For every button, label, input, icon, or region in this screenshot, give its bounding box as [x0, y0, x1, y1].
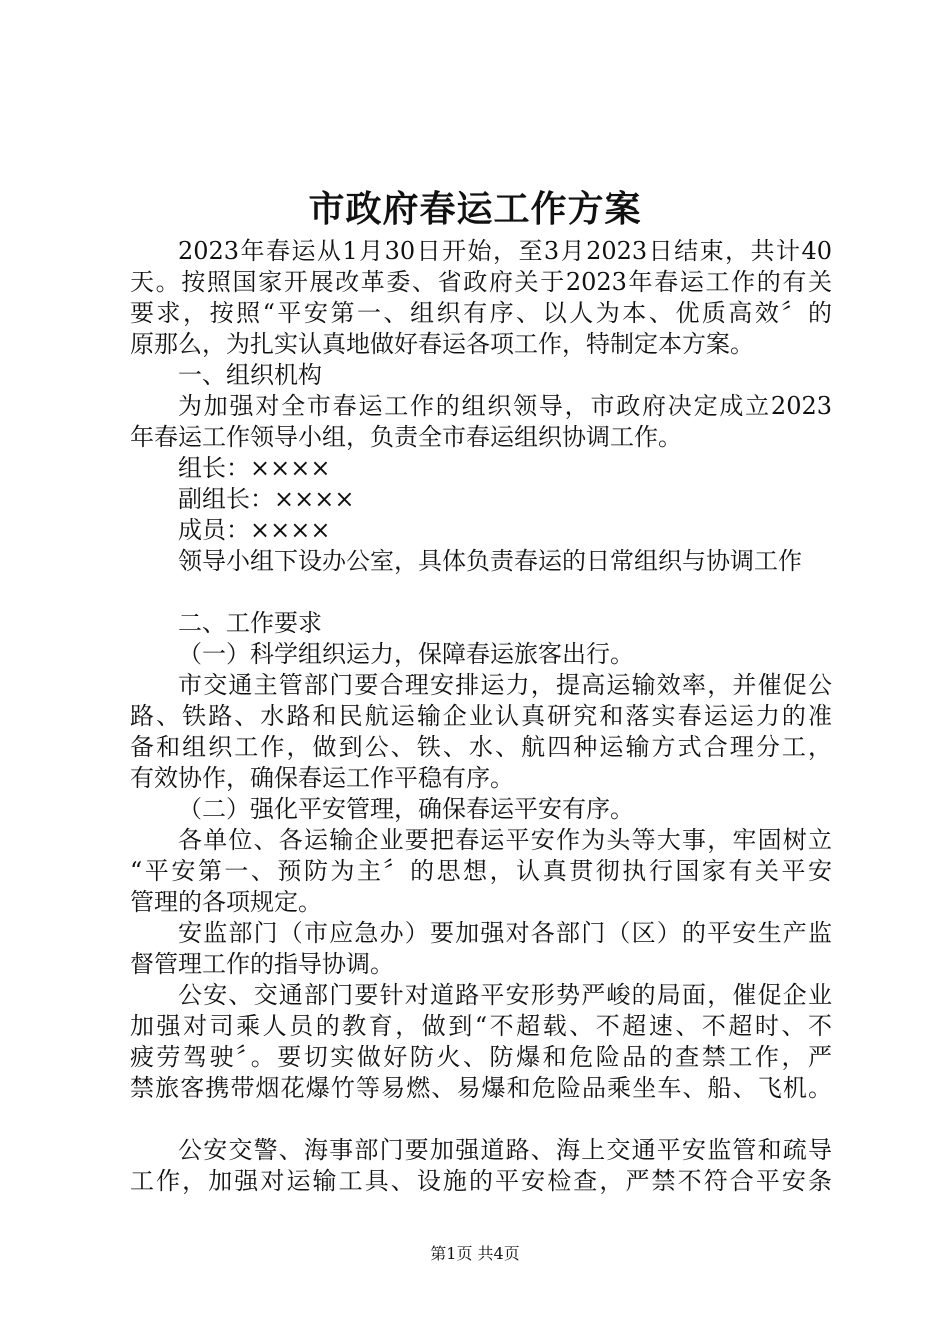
paragraph-line: 备和组织工作，做到公、铁、水、航四种运输方式合理分工， [130, 733, 832, 761]
subsection-heading: （一）科学组织运力，保障春运旅客出行。 [178, 640, 634, 668]
blank-line [130, 1104, 832, 1135]
paragraph-line: 疲劳驾驶〞。要切实做好防火、防爆和危险品的查禁工作，严 [130, 1043, 832, 1071]
subsection-heading: （二）强化平安管理，确保春运平安有序。 [178, 795, 634, 823]
paragraph-line: 各单位、各运输企业要把春运平安作为头等大事，牢固树立 [178, 826, 832, 854]
paragraph-line: 年春运工作领导小组，负责全市春运组织协调工作。 [130, 423, 682, 451]
paragraph-line: 有效协作，确保春运工作平稳有序。 [130, 764, 514, 792]
paragraph-line: 管理的各项规定。 [130, 888, 322, 916]
paragraph-line: 天。按照国家开展改革委、省政府关于2023年春运工作的有关 [130, 268, 832, 296]
member-line: 成员：×××× [178, 516, 331, 544]
paragraph-line: 工作，加强对运输工具、设施的平安检查，严禁不符合平安条 [130, 1167, 832, 1195]
paragraph-line: 禁旅客携带烟花爆竹等易燃、易爆和危险品乘坐车、船、飞机。 [130, 1074, 832, 1102]
paragraph-line: 加强对司乘人员的教育，做到“不超载、不超速、不超时、不 [130, 1012, 832, 1040]
paragraph-line: 路、铁路、水路和民航运输企业认真研究和落实春运运力的准 [130, 702, 832, 730]
page-footer: 第1页 共4页 [430, 1244, 520, 1263]
section-heading: 一、组织机构 [178, 361, 322, 389]
paragraph-line: 督管理工作的指导协调。 [130, 950, 394, 978]
paragraph-line: 市交通主管部门要合理安排运力，提高运输效率，并催促公 [178, 671, 832, 699]
section-heading: 二、工作要求 [178, 609, 322, 637]
member-line: 组长：×××× [178, 454, 331, 482]
paragraph-line: “平安第一、预防为主〞的思想，认真贯彻执行国家有关平安 [130, 857, 832, 885]
paragraph-line: 为加强对全市春运工作的组织领导，市政府决定成立2023 [178, 392, 832, 420]
document-title: 市政府春运工作方案 [308, 188, 642, 230]
paragraph-line: 安监部门（市应急办）要加强对各部门（区）的平安生产监 [178, 919, 832, 947]
paragraph-line: 领导小组下设办公室，具体负责春运的日常组织与协调工作 [178, 547, 802, 575]
paragraph-line: 公安、交通部门要针对道路平安形势严峻的局面，催促企业 [178, 981, 832, 1009]
paragraph-line: 公安交警、海事部门要加强道路、海上交通平安监管和疏导 [178, 1136, 832, 1164]
member-line: 副组长：×××× [178, 485, 355, 513]
paragraph-line: 要求，按照“平安第一、组织有序、以人为本、优质高效〞的 [130, 299, 832, 327]
document-body [130, 236, 832, 1197]
paragraph-line: 原那么，为扎实认真地做好春运各项工作，特制定本方案。 [130, 330, 754, 358]
blank-line [130, 577, 832, 608]
paragraph-line: 2023年春运从1月30日开始，至3月2023日结束，共计40 [178, 237, 832, 265]
